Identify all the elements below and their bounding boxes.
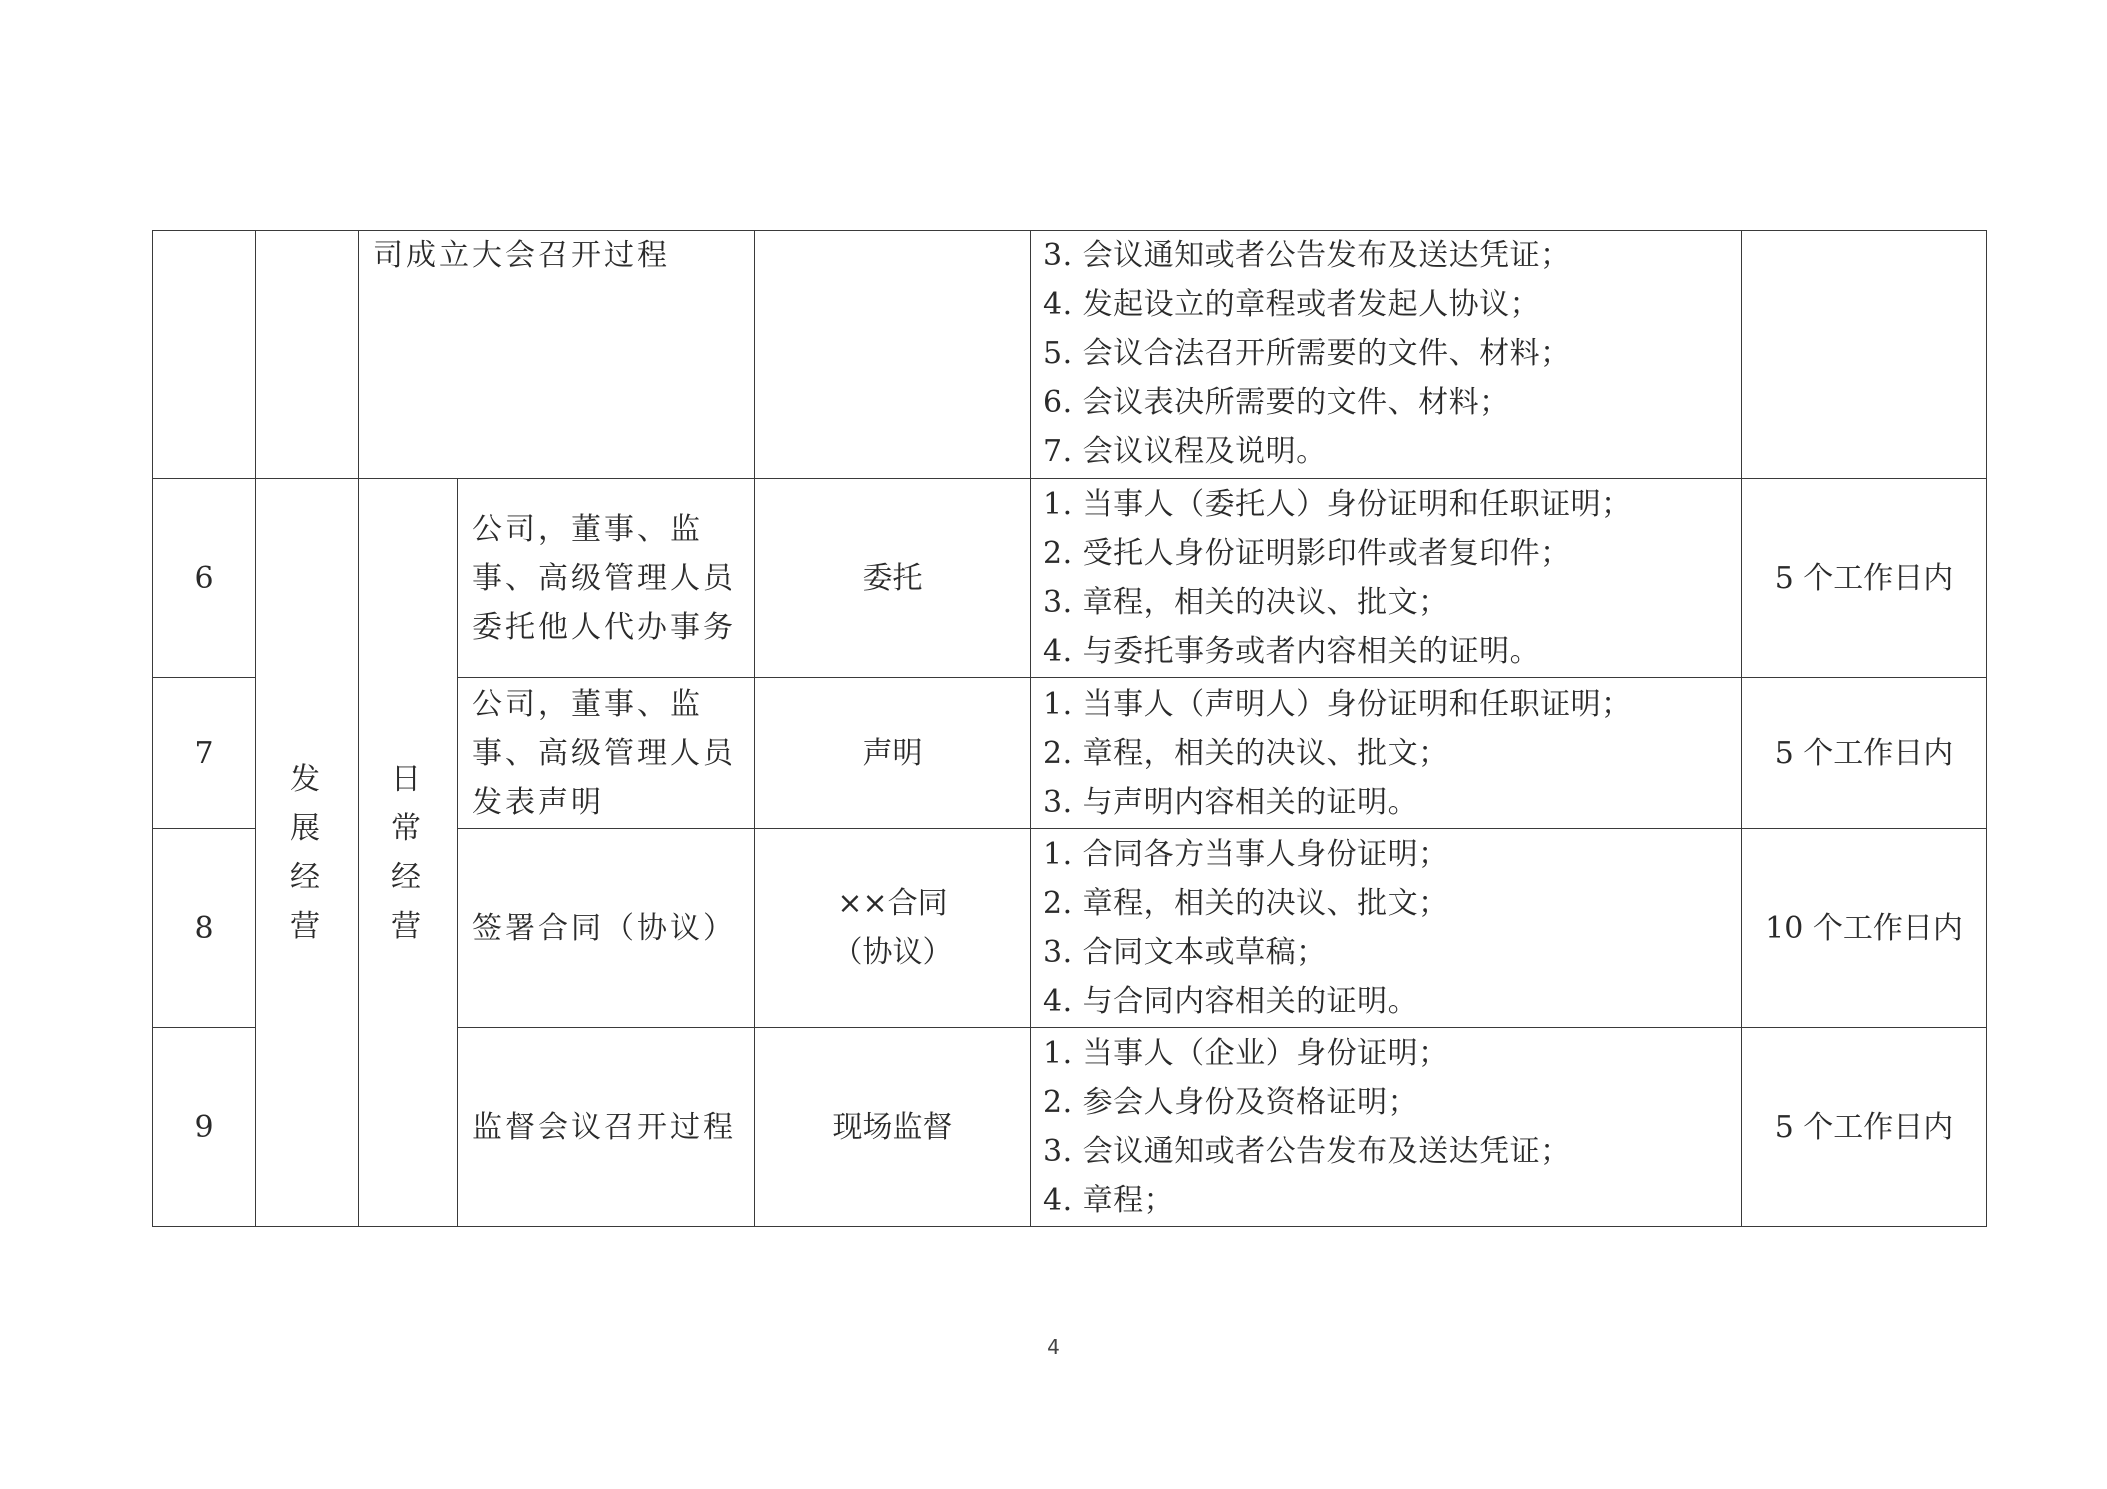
material-item: 5. 会议合法召开所需要的文件、材料； [1043,336,1571,371]
deadline: 10 个工作日内 [1742,829,1987,1028]
material-item: 6. 会议表决所需要的文件、材料； [1043,385,1510,420]
matter-cell [458,479,755,678]
deadline: 5 个工作日内 [1742,678,1987,829]
category-level2-text: 日常经营 [391,761,425,944]
deadline: 5 个工作日内 [1742,1028,1987,1227]
notarization-name [755,829,1031,1028]
category-level1 [256,479,359,1227]
notarization-name: 声明 [755,678,1031,829]
matter-text: 签署合同（协议） [472,910,736,946]
material-item: 1. 当事人（声明人）身份证明和任职证明； [1043,686,1632,722]
material-item: 1. 合同各方当事人身份证明； [1043,837,1449,872]
notarization-name-text: ××合同（协议） [832,886,953,970]
materials-cell [1031,479,1742,678]
deadline: 5 个工作日内 [1742,479,1987,678]
materials-cell [1031,678,1742,829]
matter-text: 公司，董事、监事、高级管理人员发表声明 [472,686,736,820]
matter-text: 司成立大会召开过程 [373,238,670,273]
material-item: 4. 章程； [1043,1183,1175,1218]
material-item: 4. 与委托事务或者内容相关的证明。 [1043,634,1541,669]
material-item: 2. 章程，相关的决议、批文； [1043,735,1449,771]
material-item: 2. 章程，相关的决议、批文； [1043,886,1449,921]
materials-list [1031,1029,1741,1225]
materials-cell [1031,1028,1742,1227]
matter-cell [458,829,755,1028]
materials-cell-continuation [1031,231,1742,479]
material-item: 3. 合同文本或草稿； [1043,935,1327,970]
material-item: 4. 发起设立的章程或者发起人协议； [1043,287,1541,322]
materials-list [1031,830,1741,1026]
name-cell-continuation [755,231,1031,479]
notarization-name: 委托 [755,479,1031,678]
row-number: 6 [153,479,256,678]
page-number: 4 [1047,1335,1060,1359]
materials-list [1031,231,1741,476]
category-level1-text: 发展经营 [290,761,324,944]
matter-cell-continuation [359,231,755,479]
table-row [153,479,1987,678]
matter-cell [458,1028,755,1227]
matter-text: 监督会议召开过程 [472,1109,736,1145]
category1-cell-continuation [256,231,359,479]
material-item: 1. 当事人（委托人）身份证明和任职证明； [1043,487,1632,522]
material-item: 2. 参会人身份及资格证明； [1043,1085,1419,1120]
materials-list [1031,480,1741,676]
row-number: 7 [153,678,256,829]
material-item: 2. 受托人身份证明影印件或者复印件； [1043,536,1571,571]
material-item: 3. 与声明内容相关的证明。 [1043,784,1419,820]
notary-items-table [152,230,1987,1227]
material-item: 3. 章程，相关的决议、批文； [1043,585,1449,620]
deadline-cell-continuation [1742,231,1987,479]
material-item: 1. 当事人（企业）身份证明； [1043,1036,1449,1071]
matter-cell [458,678,755,829]
matter-text: 公司，董事、监事、高级管理人员委托他人代办事务 [472,511,736,645]
category-level2 [359,479,458,1227]
material-item: 3. 会议通知或者公告发布及送达凭证； [1043,1134,1571,1169]
material-item: 7. 会议议程及说明。 [1043,434,1327,469]
material-item: 4. 与合同内容相关的证明。 [1043,984,1419,1019]
material-item: 3. 会议通知或者公告发布及送达凭证； [1043,238,1571,273]
row-number: 8 [153,829,256,1028]
no-cell-continuation [153,231,256,479]
materials-list [1031,680,1741,827]
materials-cell [1031,829,1742,1028]
notarization-name: 现场监督 [755,1028,1031,1227]
row-number: 9 [153,1028,256,1227]
table-row-continuation [153,231,1987,479]
